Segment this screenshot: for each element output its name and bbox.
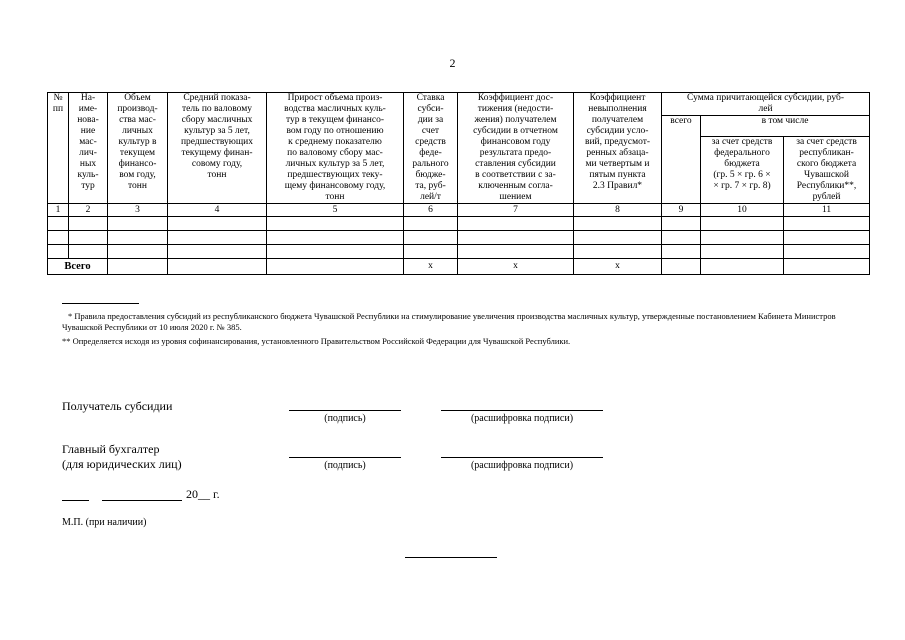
column-number: 4 xyxy=(168,204,267,217)
header-line: бюдже- xyxy=(415,170,446,180)
header-line: Ставка xyxy=(416,93,445,103)
header-line: На- xyxy=(80,93,96,103)
column-number: 1 xyxy=(48,204,69,217)
accountant-decode-caption: (расшифровка подписи) xyxy=(470,460,574,471)
header-line: лей xyxy=(758,104,773,114)
header-number xyxy=(48,93,69,204)
header-line: ставления субсидии xyxy=(475,159,556,169)
header-line: вом году по отношению xyxy=(286,126,384,136)
table-row xyxy=(48,217,870,231)
header-line: Средний показа- xyxy=(183,93,251,103)
header-line: предшествующих xyxy=(180,137,254,147)
header-line: Прирост объема произ- xyxy=(287,93,383,103)
recipient-signature-line xyxy=(289,410,401,411)
column-number: 9 xyxy=(662,204,701,217)
header-line: Сумма причитающейся субсидии, руб- xyxy=(686,93,845,103)
header-production-volume xyxy=(108,93,168,204)
header-line: финансовом году xyxy=(480,137,551,147)
header-line: ми четвертым и xyxy=(585,159,650,169)
recipient-decode-caption: (расшифровка подписи) xyxy=(470,413,574,424)
header-line: тель по валовому xyxy=(182,104,252,114)
header-line: 2.3 Правил* xyxy=(592,181,643,191)
accountant-label: Главный бухгалтер xyxy=(62,442,160,456)
header-line: производ- xyxy=(117,104,158,114)
header-line: щему финансовому году, xyxy=(284,181,386,191)
header-nonfulfillment-coefficient xyxy=(574,93,662,204)
footnote-2: ** Определяется исходя из уровня софинансирования, установленного Правительством Российской Федерации для Чувашской Республики. xyxy=(62,336,571,346)
header-line: предшествующих теку- xyxy=(287,170,383,180)
recipient-signature-caption: (подпись) xyxy=(324,413,366,424)
header-line: дии за xyxy=(417,115,444,125)
column-number: 2 xyxy=(69,204,108,217)
accountant-sublabel: (для юридических лиц) xyxy=(62,457,182,471)
header-average-yield xyxy=(168,93,267,204)
header-line: тур xyxy=(81,181,95,191)
total-cell-nonfulfillment: x xyxy=(574,259,662,275)
header-line: име- xyxy=(78,104,98,114)
header-line: куль- xyxy=(77,170,99,180)
header-line: финансо- xyxy=(118,159,157,169)
header-line: за счет средств xyxy=(711,137,773,147)
header-line: мас- xyxy=(79,137,97,147)
column-number-row xyxy=(48,204,870,217)
header-subsidy-rate xyxy=(404,93,458,204)
header-line: та, руб- xyxy=(415,181,446,191)
header-line: тур в текущем финансо- xyxy=(285,115,385,125)
header-line: пп xyxy=(52,104,64,114)
header-line: по валовому сбору мас- xyxy=(287,148,383,158)
header-line: счет xyxy=(421,126,440,136)
header-line: субси- xyxy=(417,104,444,114)
header-line: культур в xyxy=(118,137,157,147)
header-line: средств xyxy=(415,137,446,147)
header-line: ключенным согла- xyxy=(478,181,553,191)
header-line: бюджета xyxy=(724,159,760,169)
header-line: федерального xyxy=(714,148,770,158)
header-total: всего xyxy=(662,116,701,204)
footnote-separator xyxy=(62,303,139,304)
total-row xyxy=(48,259,870,275)
recipient-label: Получатель субсидии xyxy=(62,399,173,413)
header-line: пятым пункта xyxy=(589,170,646,180)
header-line: жения) получателем xyxy=(474,115,557,125)
header-line: нова- xyxy=(77,115,99,125)
header-line: сбору масличных xyxy=(181,115,253,125)
header-line: лич- xyxy=(79,148,97,158)
column-number: 6 xyxy=(404,204,458,217)
subsidy-table xyxy=(47,92,870,275)
header-line: рального xyxy=(412,159,449,169)
header-line: совому году, xyxy=(191,159,243,169)
header-line: Коэффициент xyxy=(589,93,646,103)
header-subsidy-sum xyxy=(662,93,870,116)
header-line: Объем xyxy=(124,93,151,103)
stamp-note: М.П. (при наличии) xyxy=(62,517,147,528)
accountant-decode-line xyxy=(441,457,603,458)
column-number: 5 xyxy=(267,204,404,217)
footnote-1: * Правила предоставления субсидий из республиканского бюджета Чувашской Республики на стимулирование увеличения производства масличных культур, утвержденные постановлением Кабинета Министров Чувашской Республики от 10 июля 2020 г. № 385. xyxy=(62,311,836,332)
header-line: тижения (недости- xyxy=(477,104,554,114)
date-day-line xyxy=(62,500,89,501)
recipient-decode-line xyxy=(441,410,603,411)
header-line: за счет средств xyxy=(796,137,857,147)
header-line: в соответствии с за- xyxy=(475,170,556,180)
header-line: вий, предусмот- xyxy=(584,137,651,147)
header-line: получателем xyxy=(591,115,644,125)
header-line: лей/т xyxy=(420,192,441,202)
header-line: шением xyxy=(499,192,532,202)
header-line: водства масличных куль- xyxy=(284,104,386,114)
header-including: в том числе xyxy=(701,116,870,137)
header-republic-budget xyxy=(784,137,870,204)
header-line: тонн xyxy=(207,170,227,180)
column-number: 8 xyxy=(574,204,662,217)
header-line: личных xyxy=(122,126,153,136)
header-line: (гр. 5 × гр. 6 × xyxy=(713,170,771,180)
header-line: Коэффициент дос- xyxy=(477,93,554,103)
header-line: вом году, xyxy=(119,170,156,180)
column-number: 11 xyxy=(784,204,870,217)
total-cell-achievement: x xyxy=(458,259,574,275)
header-line: тонн xyxy=(325,192,345,202)
header-line: невыполнения xyxy=(588,104,647,114)
header-line: ства мас- xyxy=(119,115,156,125)
accountant-signature-line xyxy=(289,457,401,458)
page-number: 2 xyxy=(449,56,456,70)
header-line: тонн xyxy=(128,181,147,191)
header-line: республикан- xyxy=(799,148,854,158)
header-line: текущем xyxy=(119,148,156,158)
table-row xyxy=(48,245,870,259)
header-line: ренных абзаца- xyxy=(586,148,649,158)
header-line: феде- xyxy=(419,148,442,158)
header-achievement-coefficient xyxy=(458,93,574,204)
column-number: 3 xyxy=(108,204,168,217)
header-line: ных xyxy=(79,159,97,169)
header-line: № xyxy=(53,93,63,103)
header-line: ние xyxy=(80,126,96,136)
header-line: субсидии в отчетном xyxy=(473,126,558,136)
header-federal-budget xyxy=(701,137,784,204)
total-cell-rate: x xyxy=(404,259,458,275)
header-line: рублей xyxy=(812,192,841,202)
accountant-signature-caption: (подпись) xyxy=(324,460,366,471)
header-line: результата предо- xyxy=(479,148,552,158)
date-year: 20__ г. xyxy=(186,487,220,501)
header-line: к среднему показателю xyxy=(288,137,382,147)
closing-line xyxy=(405,557,497,558)
header-line: × гр. 7 × гр. 8) xyxy=(713,181,771,191)
header-line: Чувашской xyxy=(804,170,850,180)
column-number: 7 xyxy=(458,204,574,217)
header-line: культур за 5 лет, xyxy=(184,126,250,136)
header-crop-name xyxy=(69,93,108,204)
total-label: Всего xyxy=(48,259,108,275)
column-number: 10 xyxy=(701,204,784,217)
header-production-growth xyxy=(267,93,404,204)
header-line: субсидии усло- xyxy=(586,126,649,136)
header-line: ского бюджета xyxy=(796,159,857,169)
table-row xyxy=(48,231,870,245)
date-month-line xyxy=(102,500,182,501)
header-line: Республики**, xyxy=(796,181,857,191)
header-line: личных культур за 5 лет, xyxy=(285,159,385,169)
header-line: текущему финан- xyxy=(181,148,253,158)
